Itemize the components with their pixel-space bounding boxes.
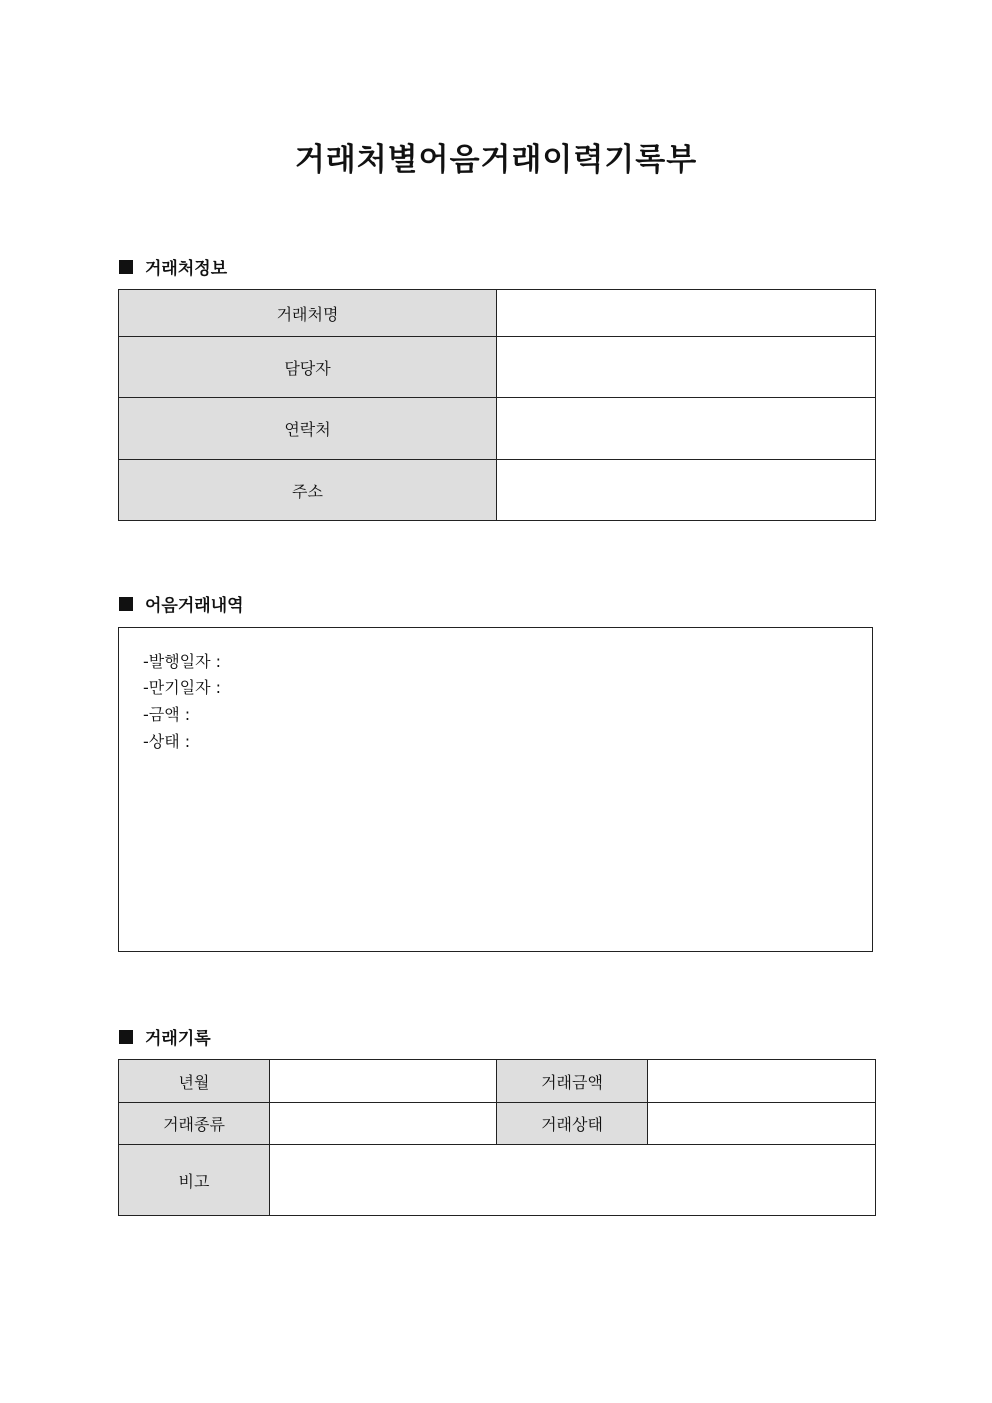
year-month-label: 년월 bbox=[119, 1060, 270, 1103]
section-heading-label: 어음거래내역 bbox=[145, 596, 244, 616]
square-bullet-icon bbox=[119, 1030, 133, 1044]
table-row bbox=[119, 460, 876, 521]
phone-field[interactable] bbox=[497, 398, 876, 460]
transaction-amount-field[interactable] bbox=[648, 1060, 876, 1103]
table-row bbox=[119, 1145, 876, 1216]
transaction-status-field[interactable] bbox=[648, 1103, 876, 1145]
issue-date-line: -발행일자 : bbox=[143, 652, 222, 671]
document-title: 거래처별어음거래이력기록부 bbox=[294, 142, 698, 178]
due-date-line: -만기일자 : bbox=[143, 678, 222, 697]
square-bullet-icon bbox=[119, 260, 133, 274]
section-heading-transaction-record bbox=[119, 1024, 211, 1049]
transaction-record-table bbox=[118, 1059, 876, 1216]
section-heading-label: 거래기록 bbox=[145, 1029, 211, 1049]
status-line: -상태 : bbox=[143, 732, 191, 751]
table-row bbox=[119, 398, 876, 460]
transaction-status-label: 거래상태 bbox=[497, 1103, 648, 1145]
contact-person-field[interactable] bbox=[497, 337, 876, 398]
section-heading-partner-info bbox=[119, 254, 227, 279]
table-row bbox=[119, 1103, 876, 1145]
table-row bbox=[119, 337, 876, 398]
table-row bbox=[119, 290, 876, 337]
partner-info-table bbox=[118, 289, 876, 521]
bill-details-box[interactable] bbox=[118, 627, 873, 952]
remarks-field[interactable] bbox=[270, 1145, 876, 1216]
transaction-amount-label: 거래금액 bbox=[497, 1060, 648, 1103]
section-heading-bill-details bbox=[119, 591, 244, 616]
address-label: 주소 bbox=[119, 460, 497, 521]
section-heading-label: 거래처정보 bbox=[145, 259, 228, 279]
transaction-type-field[interactable] bbox=[270, 1103, 497, 1145]
contact-person-label: 담당자 bbox=[119, 337, 497, 398]
partner-name-field[interactable] bbox=[497, 290, 876, 337]
transaction-type-label: 거래종류 bbox=[119, 1103, 270, 1145]
table-row bbox=[119, 1060, 876, 1103]
address-field[interactable] bbox=[497, 460, 876, 521]
year-month-field[interactable] bbox=[270, 1060, 497, 1103]
partner-name-label: 거래처명 bbox=[119, 290, 497, 337]
phone-label: 연락처 bbox=[119, 398, 497, 460]
amount-line: -금액 : bbox=[143, 705, 191, 724]
remarks-label: 비고 bbox=[119, 1145, 270, 1216]
square-bullet-icon bbox=[119, 597, 133, 611]
